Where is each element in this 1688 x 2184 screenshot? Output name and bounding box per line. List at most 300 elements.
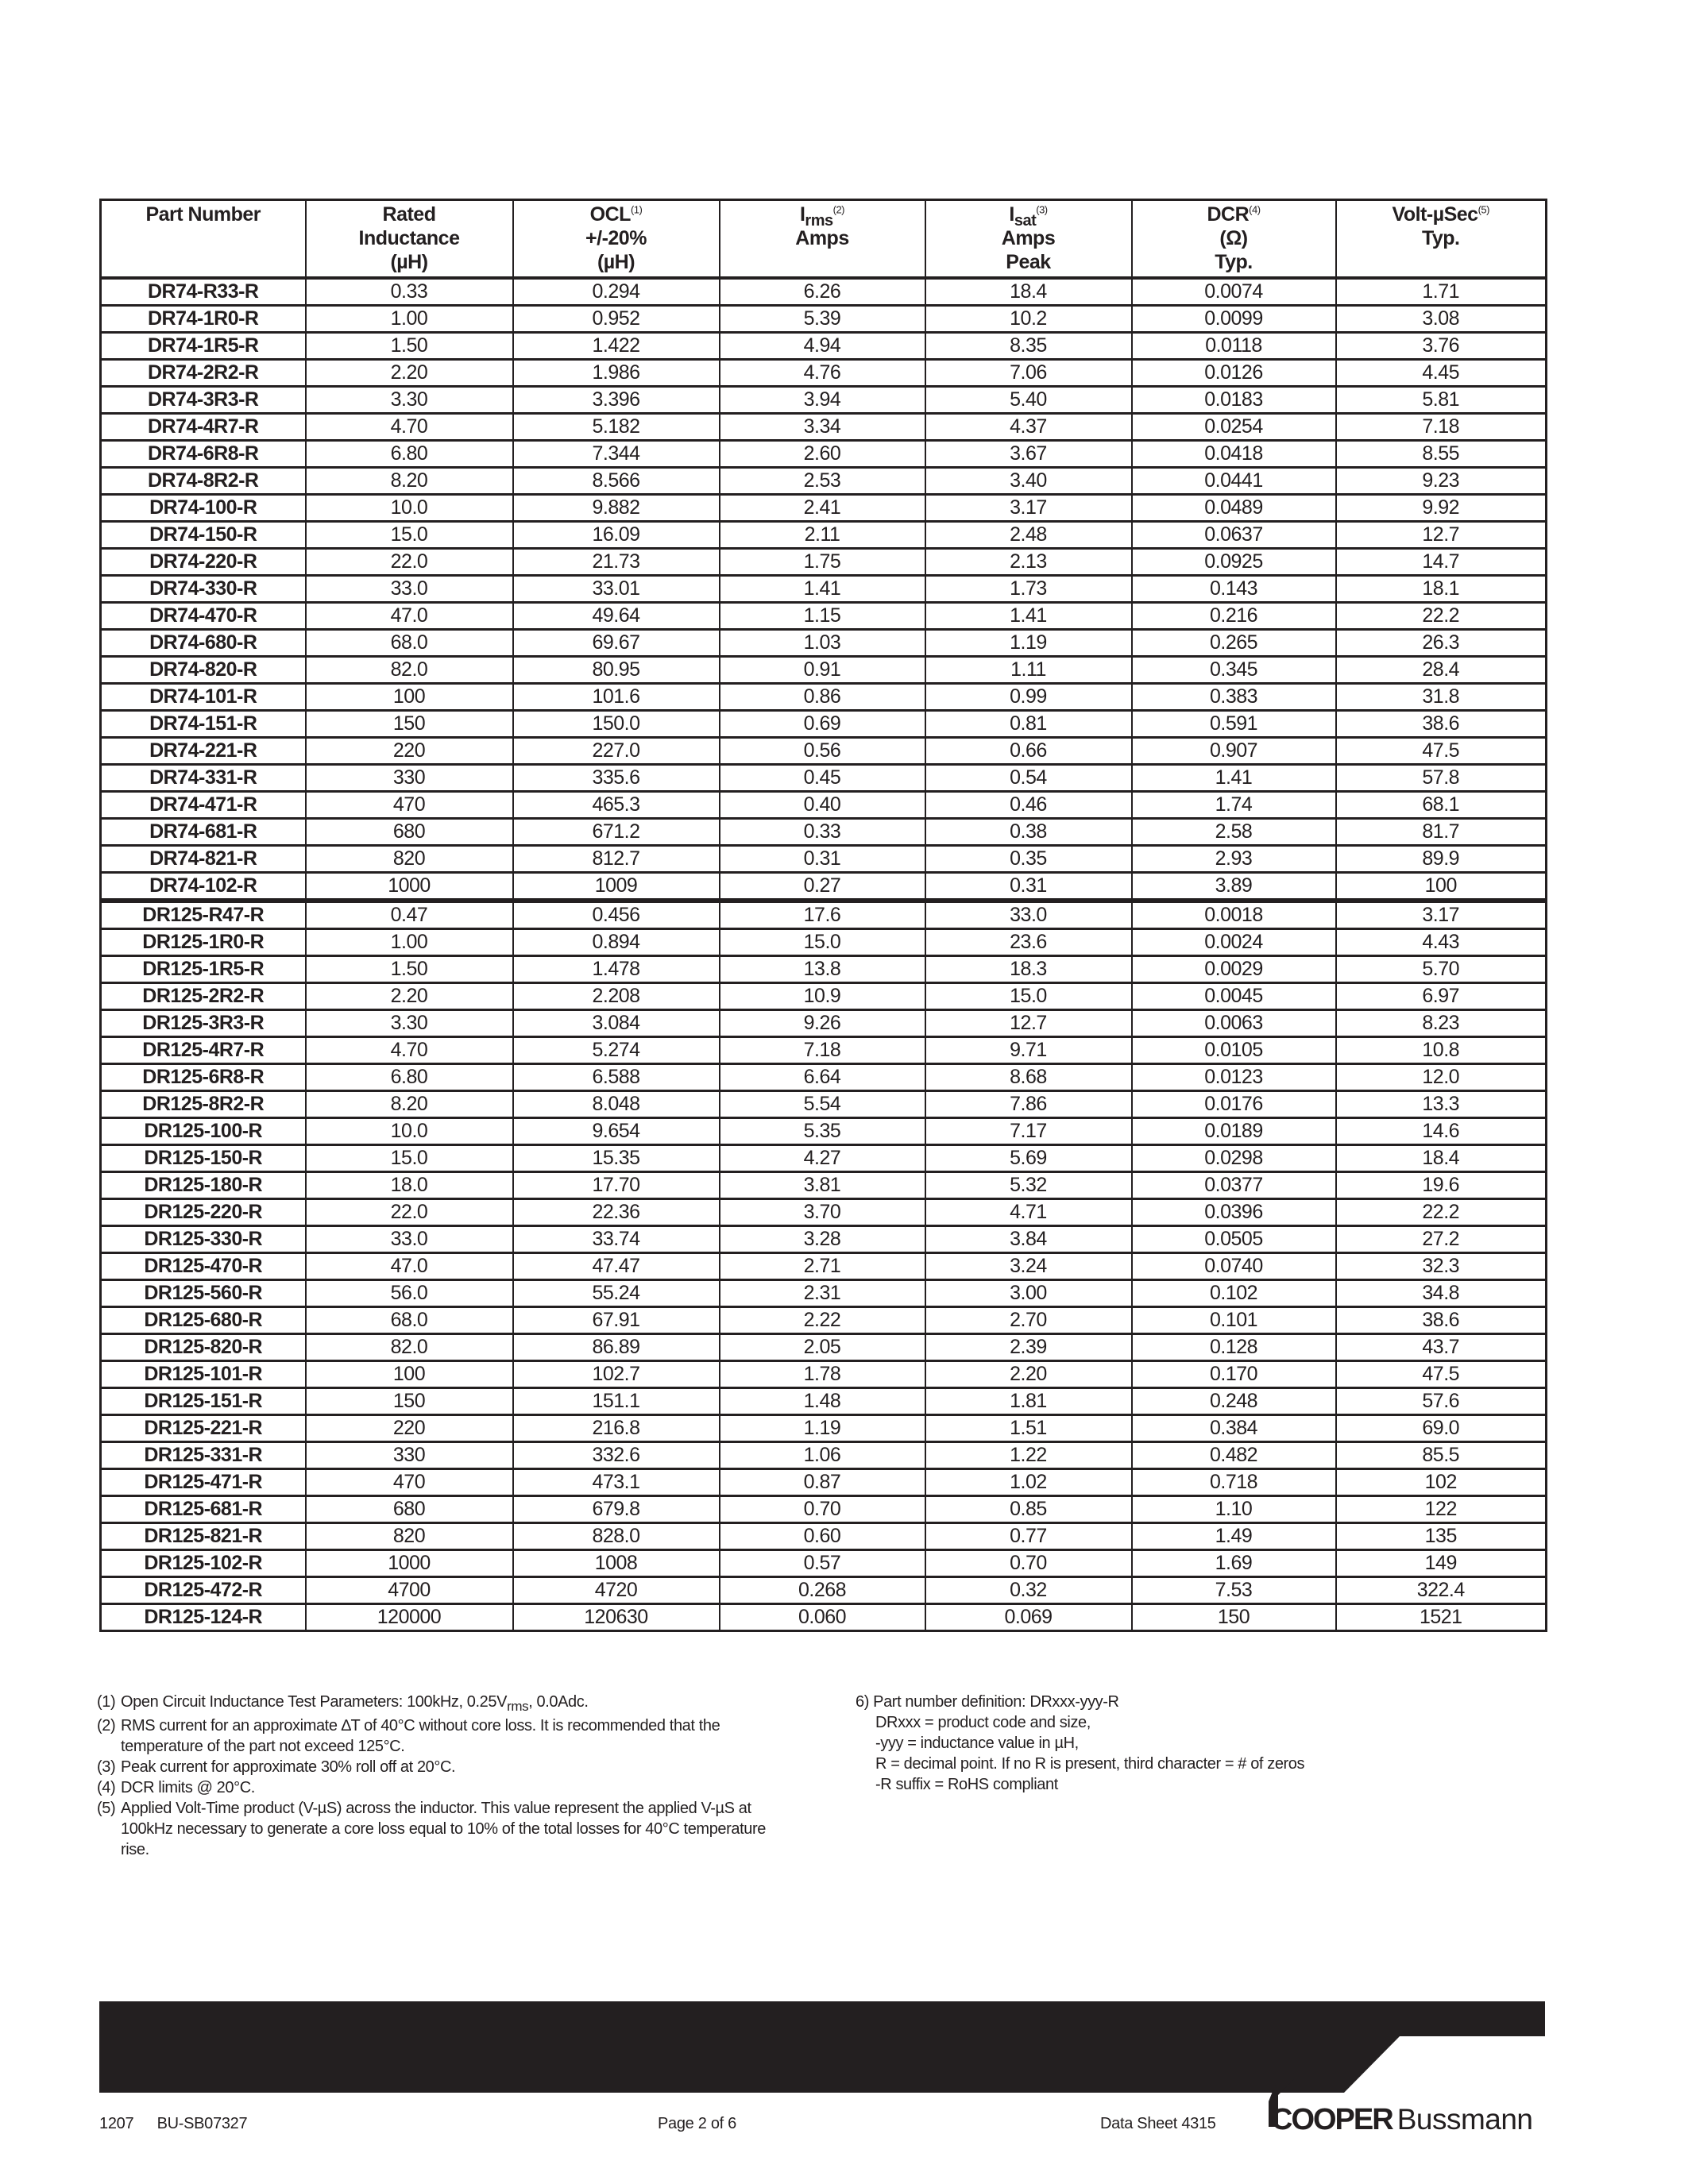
cell-ocl: 150.0 (513, 711, 720, 738)
cell-ocl: 227.0 (513, 738, 720, 765)
cell-volt-usec: 9.23 (1336, 468, 1547, 495)
cell-dcr: 0.0418 (1132, 441, 1336, 468)
cell-part-number: DR125-8R2-R (101, 1091, 306, 1118)
cell-irms: 0.91 (720, 657, 925, 684)
cell-volt-usec: 14.7 (1336, 549, 1547, 576)
table-row (101, 1604, 1547, 1631)
cell-irms: 2.71 (720, 1253, 925, 1280)
cell-part-number: DR74-1R0-R (101, 306, 306, 333)
cell-dcr: 0.0298 (1132, 1145, 1336, 1172)
table-row (101, 1415, 1547, 1442)
cell-dcr: 0.0105 (1132, 1037, 1336, 1064)
cell-isat: 3.40 (925, 468, 1132, 495)
header-label: Peak (1006, 251, 1051, 273)
cell-irms: 0.060 (720, 1604, 925, 1631)
definition-line: -R suffix = RoHS compliant (875, 1776, 1058, 1793)
cell-isat: 1.02 (925, 1469, 1132, 1496)
cell-isat: 3.84 (925, 1226, 1132, 1253)
cell-rated-inductance: 10.0 (306, 1118, 513, 1145)
cell-isat: 5.69 (925, 1145, 1132, 1172)
cell-isat: 8.35 (925, 333, 1132, 360)
cell-part-number: DR74-680-R (101, 630, 306, 657)
cell-part-number: DR125-150-R (101, 1145, 306, 1172)
header-unit: (µH) (390, 251, 428, 273)
cell-ocl: 86.89 (513, 1334, 720, 1361)
cell-rated-inductance: 0.47 (306, 901, 513, 929)
header-label: I (1009, 203, 1014, 226)
table-body (101, 278, 1547, 1631)
cell-part-number: DR125-1R0-R (101, 929, 306, 956)
cell-volt-usec: 57.8 (1336, 765, 1547, 792)
cell-rated-inductance: 1000 (306, 1550, 513, 1577)
cell-volt-usec: 135 (1336, 1523, 1547, 1550)
cell-isat: 23.6 (925, 929, 1132, 956)
header-ocl (513, 200, 720, 279)
part-number-definition (856, 1692, 1412, 1795)
cell-volt-usec: 22.2 (1336, 603, 1547, 630)
cell-irms: 5.54 (720, 1091, 925, 1118)
cell-isat: 4.37 (925, 414, 1132, 441)
cell-isat: 2.70 (925, 1307, 1132, 1334)
cell-part-number: DR125-680-R (101, 1307, 306, 1334)
cell-irms: 17.6 (720, 901, 925, 929)
cell-ocl: 5.182 (513, 414, 720, 441)
cell-dcr: 0.0024 (1132, 929, 1336, 956)
cell-volt-usec: 9.92 (1336, 495, 1547, 522)
cell-irms: 4.76 (720, 360, 925, 387)
inductor-spec-table (99, 199, 1547, 1632)
cell-part-number: DR125-220-R (101, 1199, 306, 1226)
cell-volt-usec: 18.4 (1336, 1145, 1547, 1172)
cell-rated-inductance: 10.0 (306, 495, 513, 522)
data-sheet-number: Data Sheet 4315 (1100, 2115, 1216, 2132)
cell-part-number: DR74-6R8-R (101, 441, 306, 468)
footnote-2 (97, 1715, 796, 1757)
table-header-row (101, 200, 1547, 279)
cell-volt-usec: 4.45 (1336, 360, 1547, 387)
cell-dcr: 2.58 (1132, 819, 1336, 846)
cell-part-number: DR74-681-R (101, 819, 306, 846)
cell-dcr: 0.0029 (1132, 956, 1336, 983)
cell-rated-inductance: 3.30 (306, 1010, 513, 1037)
cell-dcr: 0.383 (1132, 684, 1336, 711)
cell-volt-usec: 28.4 (1336, 657, 1547, 684)
cell-isat: 1.81 (925, 1388, 1132, 1415)
cell-ocl: 33.01 (513, 576, 720, 603)
cell-dcr: 0.0396 (1132, 1199, 1336, 1226)
cell-part-number: DR74-220-R (101, 549, 306, 576)
cell-isat: 1.11 (925, 657, 1132, 684)
cell-volt-usec: 81.7 (1336, 819, 1547, 846)
cell-ocl: 335.6 (513, 765, 720, 792)
cell-part-number: DR125-560-R (101, 1280, 306, 1307)
cell-part-number: DR125-820-R (101, 1334, 306, 1361)
header-volt-usec (1336, 200, 1547, 279)
cell-rated-inductance: 68.0 (306, 630, 513, 657)
cell-irms: 0.27 (720, 873, 925, 901)
cell-isat: 0.66 (925, 738, 1132, 765)
cell-rated-inductance: 22.0 (306, 1199, 513, 1226)
cell-ocl: 1.986 (513, 360, 720, 387)
table-row (101, 1280, 1547, 1307)
cell-part-number: DR74-150-R (101, 522, 306, 549)
cell-isat: 10.2 (925, 306, 1132, 333)
cell-rated-inductance: 1.00 (306, 306, 513, 333)
cell-rated-inductance: 15.0 (306, 522, 513, 549)
cell-rated-inductance: 33.0 (306, 1226, 513, 1253)
table-row (101, 1361, 1547, 1388)
cell-irms: 5.39 (720, 306, 925, 333)
cell-rated-inductance: 150 (306, 711, 513, 738)
cell-ocl: 216.8 (513, 1415, 720, 1442)
footnote-5 (97, 1798, 796, 1860)
cell-volt-usec: 102 (1336, 1469, 1547, 1496)
cell-irms: 0.45 (720, 765, 925, 792)
cell-volt-usec: 57.6 (1336, 1388, 1547, 1415)
cell-dcr: 1.74 (1132, 792, 1336, 819)
cell-dcr: 1.10 (1132, 1496, 1336, 1523)
cell-part-number: DR74-821-R (101, 846, 306, 873)
cell-rated-inductance: 100 (306, 1361, 513, 1388)
cell-volt-usec: 89.9 (1336, 846, 1547, 873)
cell-rated-inductance: 1.50 (306, 333, 513, 360)
cell-isat: 0.77 (925, 1523, 1132, 1550)
cell-dcr: 0.0505 (1132, 1226, 1336, 1253)
cell-isat: 3.00 (925, 1280, 1132, 1307)
cell-rated-inductance: 470 (306, 792, 513, 819)
cell-irms: 3.81 (720, 1172, 925, 1199)
definition-title: 6) Part number definition: DRxxx-yyy-R (856, 1693, 1119, 1711)
cooper-bussmann-logo (1271, 2103, 1533, 2135)
cell-dcr: 0.0074 (1132, 278, 1336, 306)
cell-rated-inductance: 1.50 (306, 956, 513, 983)
cell-irms: 3.28 (720, 1226, 925, 1253)
cell-ocl: 21.73 (513, 549, 720, 576)
cell-dcr: 1.69 (1132, 1550, 1336, 1577)
cell-ocl: 332.6 (513, 1442, 720, 1469)
cell-dcr: 0.907 (1132, 738, 1336, 765)
cell-isat: 18.3 (925, 956, 1132, 983)
cell-volt-usec: 6.97 (1336, 983, 1547, 1010)
cell-irms: 0.86 (720, 684, 925, 711)
table-row (101, 1550, 1547, 1577)
header-label: OCL (589, 203, 631, 226)
cell-ocl: 2.208 (513, 983, 720, 1010)
table-row (101, 522, 1547, 549)
cell-isat: 7.06 (925, 360, 1132, 387)
header-label: Volt-µSec (1392, 203, 1478, 226)
cell-rated-inductance: 22.0 (306, 549, 513, 576)
table-row (101, 1091, 1547, 1118)
cell-isat: 12.7 (925, 1010, 1132, 1037)
cell-irms: 0.60 (720, 1523, 925, 1550)
cell-isat: 7.86 (925, 1091, 1132, 1118)
table-row (101, 1118, 1547, 1145)
table-row (101, 901, 1547, 929)
cell-isat: 2.20 (925, 1361, 1132, 1388)
cell-part-number: DR125-151-R (101, 1388, 306, 1415)
table-row (101, 738, 1547, 765)
cell-isat: 0.35 (925, 846, 1132, 873)
cell-isat: 0.85 (925, 1496, 1132, 1523)
cell-volt-usec: 43.7 (1336, 1334, 1547, 1361)
cell-part-number: DR74-8R2-R (101, 468, 306, 495)
cell-isat: 0.70 (925, 1550, 1132, 1577)
cell-part-number: DR74-102-R (101, 873, 306, 901)
cell-rated-inductance: 150 (306, 1388, 513, 1415)
cell-rated-inductance: 18.0 (306, 1172, 513, 1199)
cell-rated-inductance: 6.80 (306, 1064, 513, 1091)
cell-ocl: 49.64 (513, 603, 720, 630)
cell-isat: 0.46 (925, 792, 1132, 819)
table-row (101, 630, 1547, 657)
header-rated-inductance (306, 200, 513, 279)
cell-dcr: 0.101 (1132, 1307, 1336, 1334)
cell-isat: 15.0 (925, 983, 1132, 1010)
cell-rated-inductance: 82.0 (306, 657, 513, 684)
table-row (101, 956, 1547, 983)
table-row (101, 711, 1547, 738)
cell-ocl: 7.344 (513, 441, 720, 468)
cell-isat: 0.31 (925, 873, 1132, 901)
cell-part-number: DR125-681-R (101, 1496, 306, 1523)
definition-line: DRxxx = product code and size, (875, 1714, 1091, 1731)
footer-doc-codes (99, 2115, 247, 2133)
cell-ocl: 33.74 (513, 1226, 720, 1253)
footnote-ref: (3) (1036, 203, 1048, 216)
cell-rated-inductance: 330 (306, 765, 513, 792)
footnote-text-part: , 0.0Adc. (528, 1693, 589, 1711)
cell-isat: 0.99 (925, 684, 1132, 711)
cell-rated-inductance: 680 (306, 1496, 513, 1523)
cell-isat: 4.71 (925, 1199, 1132, 1226)
cell-volt-usec: 38.6 (1336, 711, 1547, 738)
cell-irms: 9.26 (720, 1010, 925, 1037)
cell-rated-inductance: 0.33 (306, 278, 513, 306)
cell-rated-inductance: 4.70 (306, 1037, 513, 1064)
header-label: Inductance (358, 227, 460, 249)
cell-dcr: 3.89 (1132, 873, 1336, 901)
table-row (101, 278, 1547, 306)
cell-isat: 0.069 (925, 1604, 1132, 1631)
cell-irms: 2.41 (720, 495, 925, 522)
cell-dcr: 0.0925 (1132, 549, 1336, 576)
cell-part-number: DR74-100-R (101, 495, 306, 522)
footnote-4 (97, 1777, 796, 1798)
table-row (101, 1037, 1547, 1064)
cell-rated-inductance: 4.70 (306, 414, 513, 441)
cell-part-number: DR74-820-R (101, 657, 306, 684)
cell-irms: 2.11 (720, 522, 925, 549)
cell-volt-usec: 4.43 (1336, 929, 1547, 956)
cell-dcr: 0.345 (1132, 657, 1336, 684)
table-row (101, 360, 1547, 387)
footnote-ref: (2) (832, 203, 845, 216)
cell-dcr: 0.0637 (1132, 522, 1336, 549)
cell-isat: 5.40 (925, 387, 1132, 414)
cell-part-number: DR74-331-R (101, 765, 306, 792)
cell-irms: 1.78 (720, 1361, 925, 1388)
footnote-number: (2) (97, 1717, 116, 1734)
cell-dcr: 0.216 (1132, 603, 1336, 630)
table-row (101, 684, 1547, 711)
cell-isat: 2.13 (925, 549, 1132, 576)
cell-ocl: 9.654 (513, 1118, 720, 1145)
cell-isat: 33.0 (925, 901, 1132, 929)
cell-volt-usec: 1521 (1336, 1604, 1547, 1631)
cell-volt-usec: 31.8 (1336, 684, 1547, 711)
cell-isat: 1.19 (925, 630, 1132, 657)
table-row (101, 441, 1547, 468)
cell-ocl: 15.35 (513, 1145, 720, 1172)
footnote-1 (97, 1692, 796, 1712)
cell-ocl: 1.422 (513, 333, 720, 360)
cell-part-number: DR74-470-R (101, 603, 306, 630)
cell-volt-usec: 149 (1336, 1550, 1547, 1577)
table-row (101, 414, 1547, 441)
table-row (101, 1523, 1547, 1550)
cell-irms: 4.94 (720, 333, 925, 360)
cell-dcr: 1.49 (1132, 1523, 1336, 1550)
cell-ocl: 0.294 (513, 278, 720, 306)
cell-volt-usec: 69.0 (1336, 1415, 1547, 1442)
cell-part-number: DR125-331-R (101, 1442, 306, 1469)
cell-dcr: 0.0441 (1132, 468, 1336, 495)
cell-ocl: 8.048 (513, 1091, 720, 1118)
cell-ocl: 679.8 (513, 1496, 720, 1523)
cell-dcr: 0.0176 (1132, 1091, 1336, 1118)
footnote-ref: (1) (630, 203, 643, 216)
cell-rated-inductance: 100 (306, 684, 513, 711)
cell-part-number: DR125-6R8-R (101, 1064, 306, 1091)
cell-rated-inductance: 47.0 (306, 1253, 513, 1280)
cell-volt-usec: 10.8 (1336, 1037, 1547, 1064)
cell-irms: 6.64 (720, 1064, 925, 1091)
header-part-number (101, 200, 306, 279)
cell-volt-usec: 19.6 (1336, 1172, 1547, 1199)
cell-part-number: DR125-180-R (101, 1172, 306, 1199)
cell-part-number: DR125-100-R (101, 1118, 306, 1145)
cell-part-number: DR74-221-R (101, 738, 306, 765)
cell-irms: 1.06 (720, 1442, 925, 1469)
header-label: Rated (382, 203, 436, 226)
cell-dcr: 0.0740 (1132, 1253, 1336, 1280)
table-row (101, 792, 1547, 819)
cell-ocl: 0.894 (513, 929, 720, 956)
cell-dcr: 0.0123 (1132, 1064, 1336, 1091)
cell-volt-usec: 47.5 (1336, 738, 1547, 765)
cell-dcr: 0.0126 (1132, 360, 1336, 387)
table-row (101, 603, 1547, 630)
footnote-text-part: Open Circuit Inductance Test Parameters: 100kHz, 0.25V (121, 1693, 508, 1711)
cell-dcr: 0.0254 (1132, 414, 1336, 441)
cell-part-number: DR74-3R3-R (101, 387, 306, 414)
cell-dcr: 0.0099 (1132, 306, 1336, 333)
cell-volt-usec: 32.3 (1336, 1253, 1547, 1280)
footnote-number: (3) (97, 1758, 116, 1776)
table-row (101, 873, 1547, 901)
cell-irms: 4.27 (720, 1145, 925, 1172)
cell-part-number: DR125-3R3-R (101, 1010, 306, 1037)
cell-rated-inductance: 2.20 (306, 983, 513, 1010)
cell-ocl: 120630 (513, 1604, 720, 1631)
cell-irms: 15.0 (720, 929, 925, 956)
cell-irms: 1.15 (720, 603, 925, 630)
cell-ocl: 671.2 (513, 819, 720, 846)
footnote-text: Applied Volt-Time product (V-µS) across the inductor. This value represent the applied V-µS at 100kHz necessary to generate a core loss equal to 10% of the total losses for 40°C temperature rise. (121, 1800, 766, 1858)
cell-part-number: DR125-472-R (101, 1577, 306, 1604)
cell-irms: 0.70 (720, 1496, 925, 1523)
cell-ocl: 151.1 (513, 1388, 720, 1415)
cell-dcr: 7.53 (1132, 1577, 1336, 1604)
cell-volt-usec: 12.7 (1336, 522, 1547, 549)
cell-rated-inductance: 8.20 (306, 1091, 513, 1118)
cell-irms: 1.75 (720, 549, 925, 576)
cell-part-number: DR74-330-R (101, 576, 306, 603)
cell-part-number: DR74-1R5-R (101, 333, 306, 360)
cell-ocl: 3.396 (513, 387, 720, 414)
cell-part-number: DR125-102-R (101, 1550, 306, 1577)
cell-rated-inductance: 8.20 (306, 468, 513, 495)
cell-irms: 13.8 (720, 956, 925, 983)
cell-rated-inductance: 15.0 (306, 1145, 513, 1172)
cell-isat: 1.73 (925, 576, 1132, 603)
cell-isat: 5.32 (925, 1172, 1132, 1199)
cell-volt-usec: 122 (1336, 1496, 1547, 1523)
cell-part-number: DR125-124-R (101, 1604, 306, 1631)
cell-dcr: 0.0118 (1132, 333, 1336, 360)
cell-ocl: 5.274 (513, 1037, 720, 1064)
table-row (101, 1199, 1547, 1226)
table-row (101, 1469, 1547, 1496)
cell-isat: 3.67 (925, 441, 1132, 468)
table-row (101, 983, 1547, 1010)
cell-rated-inductance: 47.0 (306, 603, 513, 630)
table-row (101, 387, 1547, 414)
table-row (101, 1226, 1547, 1253)
cell-ocl: 17.70 (513, 1172, 720, 1199)
cell-isat: 0.38 (925, 819, 1132, 846)
cell-volt-usec: 8.23 (1336, 1010, 1547, 1037)
cell-dcr: 2.93 (1132, 846, 1336, 873)
cell-isat: 1.41 (925, 603, 1132, 630)
table-row (101, 1577, 1547, 1604)
header-label: I (799, 203, 805, 226)
cell-volt-usec: 5.81 (1336, 387, 1547, 414)
cell-rated-inductance: 82.0 (306, 1334, 513, 1361)
cell-irms: 0.33 (720, 819, 925, 846)
cell-ocl: 4720 (513, 1577, 720, 1604)
cell-rated-inductance: 220 (306, 1415, 513, 1442)
table-row (101, 1145, 1547, 1172)
cell-irms: 0.87 (720, 1469, 925, 1496)
header-label: Part Number (145, 203, 261, 226)
cell-part-number: DR125-470-R (101, 1253, 306, 1280)
header-label: Typ. (1215, 251, 1253, 273)
cell-isat: 8.68 (925, 1064, 1132, 1091)
cell-dcr: 150 (1132, 1604, 1336, 1631)
cell-ocl: 828.0 (513, 1523, 720, 1550)
cell-dcr: 0.248 (1132, 1388, 1336, 1415)
cell-irms: 6.26 (720, 278, 925, 306)
cell-dcr: 0.0045 (1132, 983, 1336, 1010)
cell-volt-usec: 1.71 (1336, 278, 1547, 306)
cell-irms: 0.31 (720, 846, 925, 873)
table-row (101, 929, 1547, 956)
header-unit: (Ω) (1219, 227, 1248, 249)
cell-isat: 9.71 (925, 1037, 1132, 1064)
cell-volt-usec: 8.55 (1336, 441, 1547, 468)
